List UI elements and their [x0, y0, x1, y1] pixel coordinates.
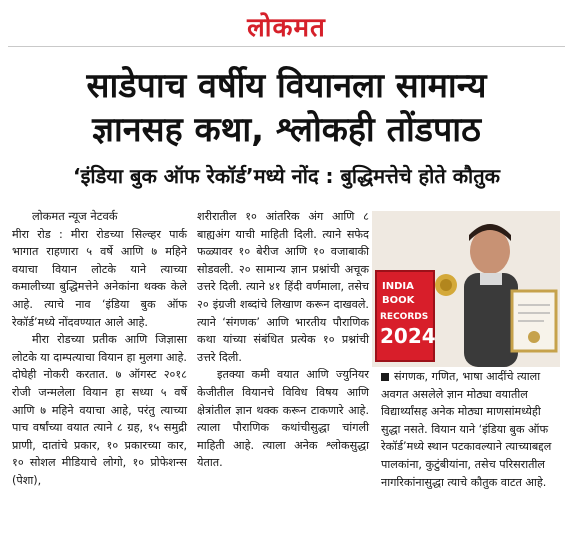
- book-title-4: 2024: [380, 324, 436, 348]
- headline-line-1: साडेपाच वर्षीय वियानला सामान्य: [86, 66, 487, 106]
- masthead-divider: [8, 46, 565, 47]
- paragraph-family: मीरा रोडच्या प्रतीक आणि जिज्ञासा लोटके या दाम्पत्याचा वियान हा मुलगा आहे. दोघेही नोकरी करतात. ७ ऑगस्ट २०१८ रोजी जन्मलेला वियान हा सध्या ५ वर्षे आणि ७ महिने वयाचा आहे, परंतु त्याच्या पाच वर्षांच्या वयात त्याने ८ ग्रह, १५ समुद्री प्राणी, दातांचे प्रकार, १० प्रकारच्या कार, १० सोशल मीडियाचे लोगो, १० प्रोफेशन्स (पेशा),: [12, 333, 187, 487]
- article-column-2: [197, 208, 369, 472]
- book-title-2: BOOK: [382, 295, 415, 306]
- subheadline: ‘इंडिया बुक ऑफ रेकॉर्ड’मध्ये नोंद : बुद्धिमत्तेचे होते कौतुक: [73, 164, 500, 188]
- newspaper-logo: लोकमत: [247, 13, 326, 43]
- book-title-3: RECORDS: [380, 312, 429, 322]
- byline: लोकमत न्यूज नेटवर्क: [32, 209, 118, 223]
- article-column-1: [12, 208, 187, 490]
- masthead: [0, 0, 573, 44]
- caption-bullet-icon: [381, 373, 389, 381]
- news-photo: [372, 211, 560, 367]
- paragraph-intro: मीरा रोड : मीरा रोडच्या सिल्व्हर पार्क भागात राहणारा ५ वर्षे आणि ७ महिने वयाचा वियान लोटके याने त्याच्या कमालीच्या बुद्धिमत्तेने अनेकांना थक्क केले आहे. त्याचे नाव ‘इंडिया बुक ऑफ रेकॉर्ड’मध्ये नोंदवण्यात आले आहे.: [12, 227, 187, 329]
- caption-text: संगणक, गणित, भाषा आदींचे त्याला अवगत असलेले ज्ञान मोठ्या वयातील विद्यार्थ्यांसह अनेक मोठ्या माणसांमध्येही सुद्धा नसते. वियान याने ‘इंडिया बुक ऑफ रेकॉर्ड’मध्ये स्थान पटकावल्याने त्याच्याबद्दल पालकांना, कुटुंबीयांना, तसेच परिसरातील नागरिकांनासुद्धा त्याचे कौतुक वाटत आहे.: [381, 370, 552, 489]
- paragraph-achievements: शरीरातील १० आंतरिक अंग आणि ८ बाह्यअंग याची माहिती दिली. त्याने सफेद फळ्यावर १० बेरीज आणि १० वजाबाकी सोडवली. २० सामान्य ज्ञान प्रश्नांची अचूक उत्तरे दिली. त्याने ४१ हिंदी वर्णमाला, तसेच २० इंग्रजी शब्दांचे लिखाण करून दाखवले. त्याने ‘संगणक’ आणि भारतीय पौराणिक कथा यांच्या संबंधित प्रत्येक १० प्रश्नांची उत्तरे दिली.: [197, 210, 369, 364]
- photo-caption: [381, 368, 561, 491]
- paragraph-knowledge: इतक्या कमी वयात आणि ज्युनियर केजीतील वियानचे विविध विषय आणि क्षेत्रांतील ज्ञान थक्क करून टाकणारे आहे. त्याला पौराणिक कथांचीसुद्धा चांगली माहिती आहे. त्याला अनेक श्लोकसुद्धा येतात.: [197, 368, 369, 470]
- book-title-1: INDIA: [382, 281, 414, 292]
- headline-line-2: ज्ञानसह कथा, श्लोकही तोंडपाठ: [92, 110, 481, 150]
- child-with-award-photo: [372, 211, 560, 367]
